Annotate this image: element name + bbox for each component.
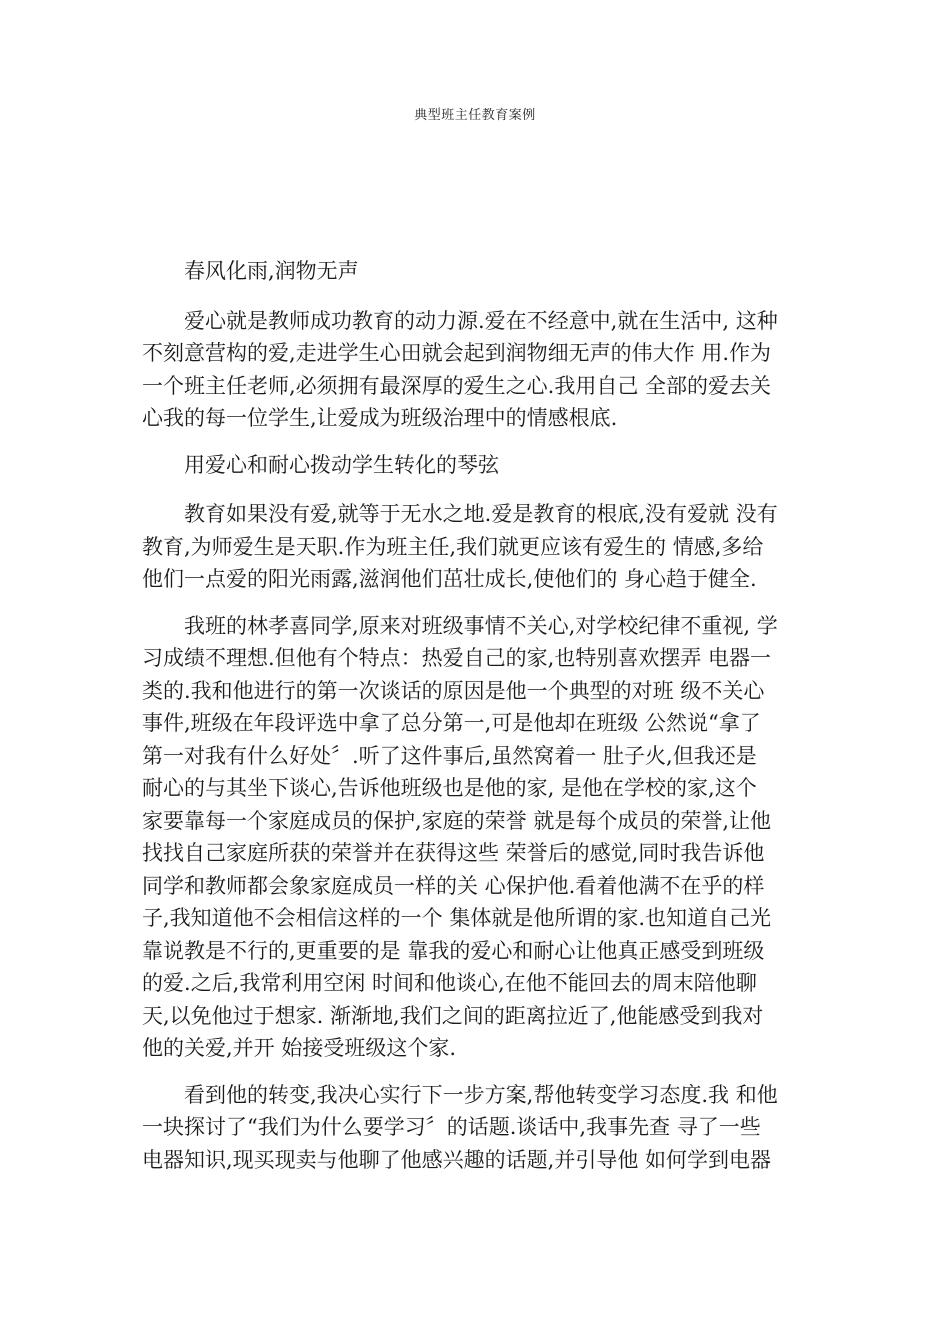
body-text	[142, 255, 832, 1190]
text-line: 子,我知道他不会相信这样的一个 集体就是他所谓的家.也知道自己光	[142, 906, 772, 930]
text-line: 电器知识,现买现卖与他聊了他感兴趣的话题,并引导他 如何学到电器	[142, 1147, 772, 1172]
text-line: 他们一点爱的阳光雨露,滋润他们茁壮成长,使他们的 身心趋于健全.	[142, 567, 757, 591]
text-line: 第一对我有什么好处〞.听了这件事后,虽然窝着一 肚子火,但我还是	[142, 743, 757, 768]
paragraph	[142, 1079, 832, 1177]
text-line: 教育,为师爱生是天职.作为班主任,我们就更应该有爱生的 情感,多给	[142, 534, 764, 559]
paragraph	[142, 610, 832, 1065]
running-header: 典型班主任教育案例	[414, 108, 536, 123]
text-line: 类的.我和他进行的第一次谈话的原因是他一个典型的对班 级不关心	[142, 678, 765, 703]
text-line: 教育如果没有爱,就等于无水之地.爱是教育的根底,没有爱就 没有	[142, 502, 778, 526]
section-heading	[142, 255, 832, 288]
text-line: 看到他的转变,我决心实行下一步方案,帮他转变学习态度.我 和他	[142, 1082, 778, 1107]
text-line: 靠说教是不行的,更重要的是 靠我的爱心和耐心让他真正感受到班级	[142, 938, 765, 963]
text-line: 的爱.之后,我常利用空闲 时间和他谈心,在他不能回去的周末陪他聊	[142, 971, 757, 995]
text-line: 一个班主任老师,必须拥有最深厚的爱生之心.我用自己 全部的爱去关	[142, 373, 772, 398]
text-line: 我班的林孝喜同学,原来对班级事情不关心,对学校纪律不重视, 学	[142, 613, 778, 638]
text-line: 他的关爱,并开 始接受班级这个家.	[142, 1036, 457, 1060]
text-line: 事件,班级在年段评选中拿了总分第一,可是他却在班级 公然说“拿了	[142, 711, 761, 735]
text-line: 天,以免他过于想家. 渐渐地,我们之间的距离拉近了,他能感受到我对	[142, 1003, 764, 1028]
text-line: 爱心就是教师成功教育的动力源.爱在不经意中,就在生活中, 这种	[142, 308, 778, 333]
text-line: 一块探讨了“我们为什么要学习〞的话题.谈话中,我事先查 寻了一些	[142, 1115, 761, 1139]
section-heading	[142, 449, 832, 482]
text-line: 不刻意营构的爱,走进学生心田就会起到润物细无声的伟大作 用.作为	[142, 341, 772, 365]
text-line: 同学和教师都会象家庭成员一样的关 心保护他.看着他满不在乎的样	[142, 873, 765, 898]
text-line: 耐心的与其坐下谈心,告诉他班级也是他的家, 是他在学校的家,这个	[142, 776, 757, 800]
paragraph	[142, 498, 832, 596]
text-line: 习成绩不理想.但他有个特点：热爱自己的家,也特别喜欢摆弄 电器一	[142, 646, 772, 670]
text-line: 用爱心和耐心拨动学生转化的琴弦	[142, 452, 499, 477]
text-line: 春风化雨,润物无声	[142, 259, 359, 283]
text-line: 找找自己家庭所获的荣誉并在获得这些 荣誉后的感觉,同时我告诉他	[142, 841, 765, 865]
paragraph	[142, 305, 832, 435]
text-line: 心我的每一位学生,让爱成为班级治理中的情感根底.	[142, 406, 618, 430]
text-line: 家要靠每一个家庭成员的保护,家庭的荣誉 就是每个成员的荣誉,让他	[142, 808, 772, 833]
